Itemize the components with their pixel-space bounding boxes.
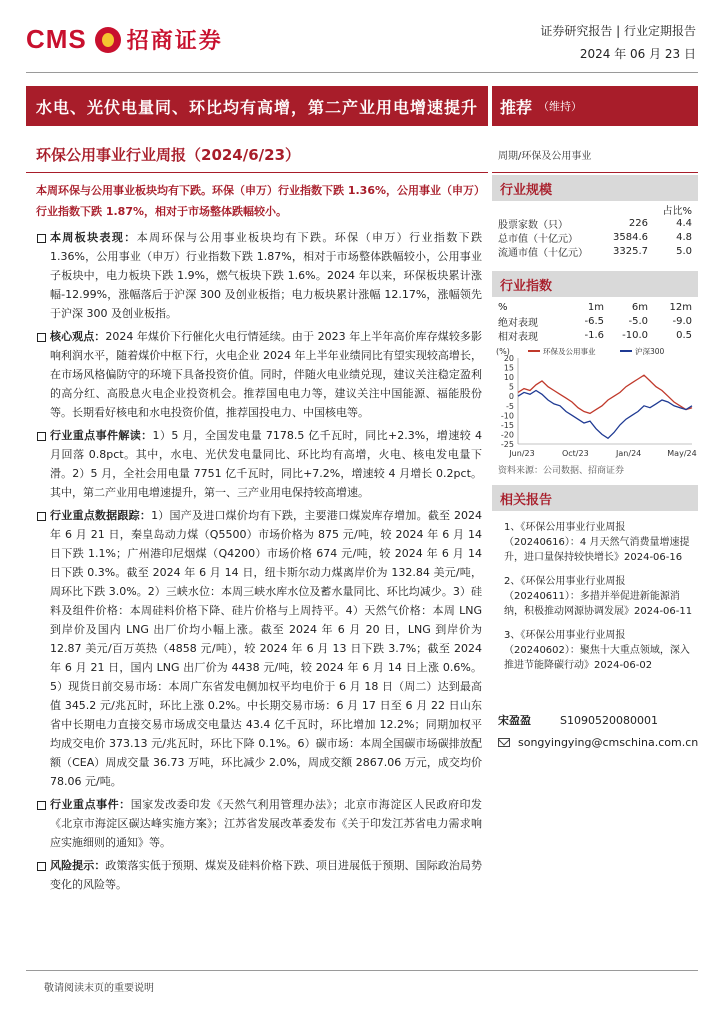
y-tick-label: -25: [500, 440, 514, 449]
footer-note: 敬请阅读末页的重要说明: [44, 983, 154, 994]
analyst-row: [498, 712, 698, 728]
bullet-text: 1）国产及进口煤价均有下跌，主要港口煤炭库存增加。截至 2024 年 6 月 21 日，秦皇岛动力煤（Q5500）市场价格为 875 元/吨，较 2024 年 6 月 14 日下跌 1.1%；广州港印尼烟煤（Q4200）市场价格 674 元/吨，较 2024 年 6 月 14 日下跌 0.3%。截至 2024 年 6 月 14 日，纽卡斯尔动力煤离岸价为 132.84 美元/吨，周环比下跌 3.0%。2）三峡水位：本周三峡水库水位及蓄水量同比、环比均减少。3）硅料及组件价格：本周硅料价格下降、硅片价格与上周持平。4）天然气价格：本周 LNG 到岸价及国内 LNG 出厂价均小幅上涨。截至 2024 年 6 月 20 日，LNG 到岸价为 12.87 美元/百万英热（4858 元/吨），较 2024 年 6 月 13 日下跌 3.7%；截至 2024 年 6 月 21 日，国内 LNG 出厂价为 4438 元/吨，较 2024 年 6 月 14 日上涨 0.6%。5）现货日前交易市场：本周广东省发电侧加权平均电价于 6 月 18 日（周二）达到最高值 345.2 元/兆瓦时，环比上涨 0.2%。中长期交易市场：6 月 17 日至 6 月 22 日山东省中长期电力直接交易市场成交电量达 43.4 亿千瓦时，环比增加 12.2%；同期加权平均成交电价 373.13 元/兆瓦时，环比下降 0.1%。6）碳市场：本周全国碳市场碳排放配额（CEA）周成交量 36.73 万吨，环比减少 2.0%，周成交额 2867.06 万元，成交均价 78.06 元/吨。: [50, 509, 482, 788]
index-header: 12m: [669, 301, 692, 313]
scale-value: 226: [628, 217, 648, 229]
index-value: -9.0: [672, 315, 692, 327]
y-tick-label: -5: [506, 401, 514, 411]
bullet-text: 政策落实低于预期、煤炭及硅料价格下跌、项目进展低于预期、国际政治局势变化的风险等。: [50, 859, 483, 891]
scale-label: 股票家数（只）: [498, 219, 568, 231]
bullet-title: 行业重点事件解读：: [50, 429, 153, 442]
index-label: 绝对表现: [498, 317, 538, 329]
bullet-title: 核心观点：: [50, 330, 106, 343]
table-row: [498, 300, 694, 314]
sector-category: 周期/环保及公用事业: [498, 151, 592, 162]
industry-index-title: 行业指数: [500, 278, 553, 294]
related-report-link[interactable]: 1、《环保公用事业行业周报（20240616）：4 月天然气消费量增速提升，进口量保持较快增长》2024-06-16: [504, 522, 690, 563]
x-tick-label: Jan/24: [616, 449, 642, 458]
series-line: [518, 375, 692, 413]
index-value: -6.5: [584, 315, 604, 327]
report-title-banner: [26, 86, 488, 126]
analyst-cert: S1090520080001: [560, 713, 658, 727]
bullet-item: [36, 228, 482, 323]
footer-divider: [26, 970, 698, 971]
bullet-title: 行业重点数据跟踪：: [50, 509, 152, 522]
rating-banner: [492, 86, 698, 126]
analyst-email-row: [498, 736, 698, 749]
table-row: [498, 314, 694, 328]
table-row: [498, 230, 694, 244]
index-header: 1m: [587, 301, 604, 313]
y-tick-label: -10: [500, 411, 514, 421]
scale-pct-header: 占比%: [662, 205, 692, 217]
y-tick-label: 5: [508, 382, 514, 392]
report-meta: [540, 22, 696, 62]
report-subtitle: 环保公用事业行业周报（2024/6/23）: [36, 146, 301, 164]
email-icon: [498, 738, 510, 747]
related-report-link[interactable]: 3、《环保公用事业行业周报（20240602）：聚焦十大重点领域，深入推进节能降碳行动》2024-06-02: [504, 630, 690, 671]
related-reports-title: 相关报告: [500, 492, 553, 508]
table-row: [498, 202, 694, 216]
scale-pct: 5.0: [676, 245, 692, 257]
x-tick-label: May/24: [667, 449, 697, 458]
legend-label: 环保及公用事业: [543, 347, 596, 356]
index-value: -5.0: [628, 315, 648, 327]
bullet-text: 1）5 月，全国发电量 7178.5 亿千瓦时，同比+2.3%，增速较 4 月回落 0.8pct。其中，水电、光伏发电量同比、环比均有高增，火电、核电发电量下滑。2）5 月，全社会用电量 7751 亿千瓦时，同比+7.2%，增速较 4 月增长 0.2pct。其中，第二产业用电增速提升，第一、三产业用电保持较高增速。: [50, 429, 483, 499]
report-type: 证券研究报告 | 行业定期报告: [540, 24, 696, 38]
rating-sub: （维持）: [538, 100, 583, 113]
scale-label: 总市值（十亿元）: [498, 233, 578, 245]
y-tick-label: -20: [500, 430, 514, 440]
bullet-title: 风险提示：: [50, 859, 106, 872]
y-tick-label: 20: [503, 354, 514, 363]
index-value: 0.5: [676, 329, 692, 341]
industry-index-table: [498, 300, 694, 342]
header-divider: [26, 72, 698, 73]
bullet-item: [36, 426, 482, 502]
related-reports-heading: [492, 485, 698, 511]
report-date: 2024 年 06 月 23 日: [579, 47, 696, 61]
y-tick-label: 15: [503, 363, 514, 373]
x-tick-label: Oct/23: [561, 449, 589, 458]
analyst-name: 宋盈盈: [498, 714, 531, 727]
scale-value: 3325.7: [613, 245, 648, 257]
left-divider: [26, 172, 488, 173]
bullet-item: [36, 506, 482, 791]
analyst-block: [498, 712, 698, 757]
index-value: -1.6: [584, 329, 604, 341]
scale-pct: 4.8: [676, 231, 692, 243]
legend-label: 沪深300: [635, 347, 665, 356]
bullet-item: [36, 327, 482, 422]
index-value: -10.0: [622, 329, 648, 341]
industry-scale-title: 行业规模: [500, 182, 553, 198]
index-header: 6m: [631, 301, 648, 313]
x-tick-label: Jun/23: [509, 449, 535, 458]
logo-cms-text: CMS: [26, 24, 87, 54]
bullet-title: 行业重点事件：: [50, 798, 131, 811]
y-tick-label: 0: [508, 392, 514, 402]
index-performance-chart: [492, 344, 698, 460]
related-reports-list: [504, 520, 694, 682]
y-tick-label: -15: [500, 420, 514, 430]
logo-cn-text: 招商证券: [126, 29, 223, 54]
table-row: [498, 216, 694, 230]
right-divider: [492, 172, 698, 173]
industry-index-heading: [492, 271, 698, 297]
bullet-text: 国家发改委印发《天然气利用管理办法》；北京市海淀区人民政府印发《北京市海淀区碳达峰实施方案》；江苏省发展改革委发布《关于印发江苏省电力需求响应实施细则的通知》等。: [50, 798, 483, 849]
summary-paragraph: 本周环保与公用事业板块均有下跌。环保（申万）行业指数下跌 1.36%，公用事业（申万）行业指数下跌 1.87%，相对于市场整体跌幅较小。: [36, 184, 480, 218]
table-row: [498, 244, 694, 258]
scale-value: 3584.6: [613, 231, 648, 243]
bullet-list: [36, 228, 482, 898]
rating-label: 推荐: [500, 97, 533, 117]
scale-pct: 4.4: [676, 217, 692, 229]
y-tick-label: 10: [503, 373, 514, 383]
index-label: 相对表现: [498, 331, 538, 343]
bullet-item: [36, 856, 482, 894]
analyst-email[interactable]: songyingying@cmschina.com.cn: [518, 736, 699, 749]
industry-scale-table: [498, 202, 694, 258]
series-line: [518, 391, 692, 439]
y-axis-label: (%): [496, 347, 510, 356]
index-header: %: [498, 301, 508, 313]
brand-logo: [26, 24, 223, 55]
bullet-text: 本周环保与公用事业板块均有下跌。环保（申万）行业指数下跌 1.36%，公用事业（申万）行业指数下跌 1.87%，相对于市场整体跌幅较小，公用事业子板块中，电力板块下跌 1.9%，燃气板块下跌 1.6%。2024 年以来，环保板块累计涨幅-12.99%，涨幅落后于沪深 300 及创业板指；电力板块累计涨幅 12.17%，涨幅领先于沪深 300 及创业板指。: [50, 231, 483, 320]
scale-label: 流通市值（十亿元）: [498, 247, 588, 259]
bullet-text: 2024 年煤价下行催化火电行情延续。由于 2023 年上半年高价库存煤较多影响利润水平，随着煤价中枢下行，火电企业 2024 年上半年业绩同比有望实现较高增长，在市场风格偏防守的环境下具备投资价值。同时，伴随火电业绩兑现，建议关注稳定盈利的高分红、高股息火电企业投资机会。推荐国电电力等，建议关注中国能源、福能股份等。长期看好核电和水电投资价值，推荐国投电力、中国核电等。: [50, 330, 482, 419]
table-row: [498, 328, 694, 342]
related-report-link[interactable]: 2、《环保公用事业行业周报（20240611）：多措并举促进新能源消纳，积极推动网源协调发展》2024-06-11: [504, 576, 693, 617]
report-title: 水电、光伏电量同、环比均有高增，第二产业用电增速提升: [36, 97, 479, 117]
bullet-title: 本周板块表现：: [50, 231, 137, 244]
bullet-item: [36, 795, 482, 852]
logo-emblem-icon: [95, 27, 121, 53]
chart-source: 资料来源：公司数据、招商证券: [498, 466, 625, 476]
industry-scale-heading: [492, 175, 698, 201]
